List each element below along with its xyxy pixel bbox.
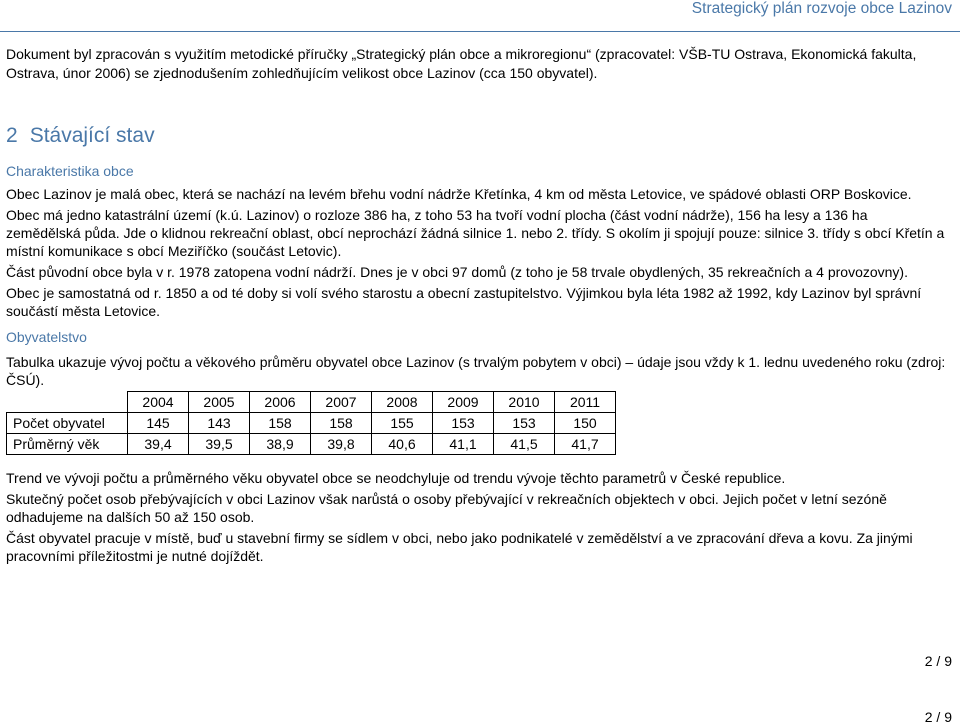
table-cell: 153 (494, 413, 555, 434)
row-label: Průměrný věk (7, 434, 128, 455)
table-row (7, 434, 616, 455)
table-intro (6, 353, 951, 392)
table-cell: 41,5 (494, 434, 555, 455)
year-cell: 2008 (372, 392, 433, 413)
paragraph: Obec Lazinov je malá obec, která se nachází na levém břehu vodní nádrže Křetínka, 4 km od města Letovice, ve spádové oblasti ORP Boskovice. (6, 186, 912, 202)
table-cell: 41,7 (555, 434, 616, 455)
characteristics-heading: Charakteristika obce (6, 163, 134, 179)
section-heading (6, 124, 155, 148)
table-cell: 153 (433, 413, 494, 434)
year-cell: 2006 (250, 392, 311, 413)
header-rule (0, 31, 960, 32)
year-cell: 2004 (128, 392, 189, 413)
paragraph: Obec má jedno katastrální území (k.ú. Lazinov) o rozloze 386 ha, z toho 53 ha tvoří vodní plocha (část vodní nádrže), 156 ha lesy a 136 ha zemědělská půda. Jde o klidnou rekreační oblast, obcí neprochází žádná silnice 1. nebo 2. třídy. S okolím ji spojují pouze: silnice 3. třídy s obcí Křetín a místní komunikace s obcí Meziříčko (součást Letovic). (6, 207, 945, 259)
table-cell: 145 (128, 413, 189, 434)
year-cell: 2007 (311, 392, 372, 413)
table-row (7, 413, 616, 434)
header-title: Strategický plán rozvoje obce Lazinov (691, 0, 952, 17)
table-cell: 40,6 (372, 434, 433, 455)
paragraph: Tabulka ukazuje vývoj počtu a věkového průměru obyvatel obce Lazinov (s trvalým pobytem v obci) – údaje jsou vždy k 1. lednu uvedeného roku (zdroj: ČSÚ). (6, 354, 946, 388)
table-corner (7, 392, 128, 413)
page-number: 2 / 9 (924, 653, 952, 669)
table-row (7, 392, 616, 413)
table-cell: 38,9 (250, 434, 311, 455)
table-cell: 150 (555, 413, 616, 434)
population-table (6, 391, 616, 455)
table-cell: 158 (250, 413, 311, 434)
year-cell: 2009 (433, 392, 494, 413)
population-heading: Obyvatelstvo (6, 329, 87, 345)
year-cell: 2010 (494, 392, 555, 413)
table-cell: 39,8 (311, 434, 372, 455)
table-cell: 143 (189, 413, 250, 434)
paragraph: Trend ve vývoji počtu a průměrného věku obyvatel obce se neodchyluje od trendu vývoje těchto parametrů v České republice. (6, 470, 786, 486)
characteristics-text (6, 185, 946, 323)
table-cell: 41,1 (433, 434, 494, 455)
table-cell: 39,4 (128, 434, 189, 455)
table-cell: 155 (372, 413, 433, 434)
section-title: Stávající stav (29, 124, 155, 147)
paragraph: Část původní obce byla v r. 1978 zatopena vodní nádrží. Dnes je v obci 97 domů (z toho je 58 trvale obydlených, 35 rekreačních a 4 provozovny). (6, 264, 908, 280)
paragraph: Část obyvatel pracuje v místě, buď u stavební firmy se sídlem v obci, nebo jako podnikatelé v zemědělství a ve zpracování dřeva a kovu. Za jinými pracovními příležitostmi je nutné dojíždět. (6, 530, 913, 564)
table-cell: 39,5 (189, 434, 250, 455)
year-cell: 2011 (555, 392, 616, 413)
table-cell: 158 (311, 413, 372, 434)
section-number: 2 (6, 124, 18, 147)
intro-paragraph: Dokument byl zpracován s využitím metodické příručky „Strategický plán obce a mikroregionu“ (zpracovatel: VŠB-TU Ostrava, Ekonomická fakulta, Ostrava, únor 2006) se zjednodušením zohledňujícím velikost obce Lazinov (cca 150 obyvatel). (6, 46, 917, 81)
year-cell: 2005 (189, 392, 250, 413)
paragraph: Skutečný počet osob přebývajících v obci Lazinov však narůstá o osoby přebývající v rekreačních objektech v obci. Jejich počet v letní sezóně odhadujeme na dalších 50 až 150 osob. (6, 491, 887, 525)
row-label: Počet obyvatel (7, 413, 128, 434)
paragraph: Obec je samostatná od r. 1850 a od té doby si volí svého starostu a obecní zastupitelstvo. Výjimkou byla léta 1982 až 1992, kdy Lazinov byl správní součástí města Letovice. (6, 285, 922, 319)
page-number-footer: 2 / 9 (924, 709, 952, 725)
population-text (6, 469, 946, 568)
